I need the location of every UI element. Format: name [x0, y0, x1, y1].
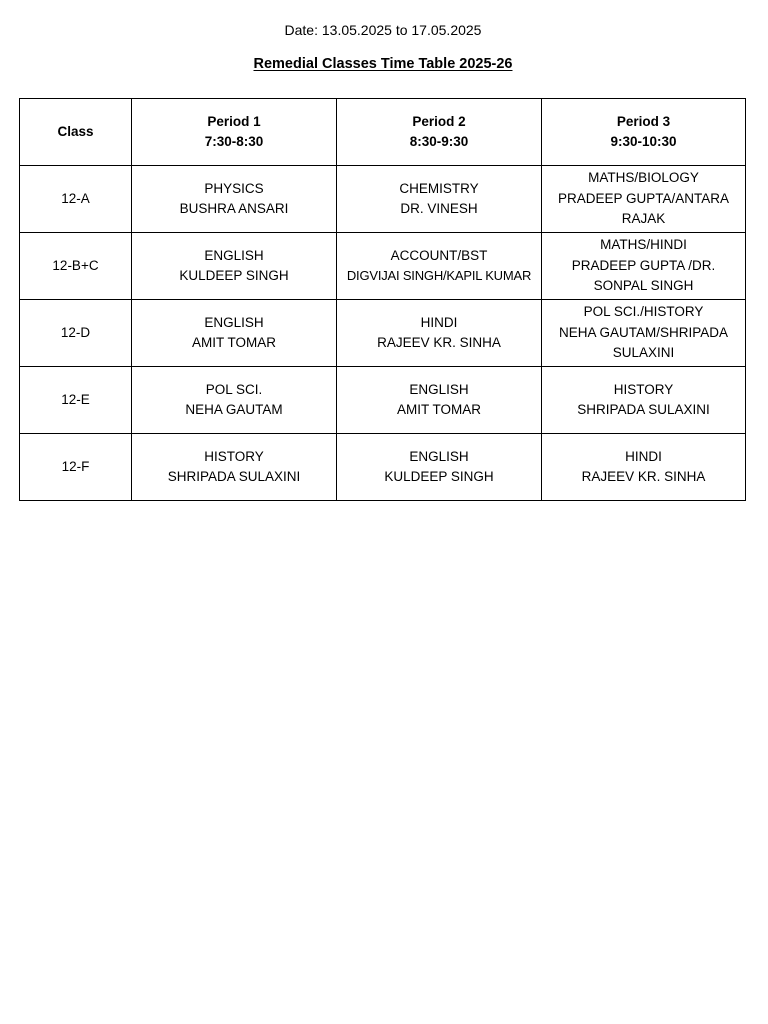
teacher: SHRIPADA SULAXINI — [577, 402, 710, 417]
header-time: 7:30-8:30 — [204, 134, 264, 149]
period-cell — [542, 367, 746, 434]
subject: CHEMISTRY — [399, 180, 479, 196]
subject: MATHS/HINDI — [600, 237, 687, 253]
timetable — [19, 98, 746, 501]
class-cell: 12-E — [20, 367, 132, 434]
teacher: AMIT TOMAR — [396, 402, 481, 417]
period-cell — [337, 233, 542, 300]
subject: POL SCI. — [205, 381, 263, 397]
header-label: Period 1 — [207, 113, 261, 129]
period-cell — [542, 434, 746, 501]
class-cell: 12-A — [20, 166, 132, 233]
period-cell — [542, 300, 746, 367]
header-period-3 — [542, 99, 746, 166]
teacher: RAJEEV KR. SINHA — [581, 469, 706, 484]
teacher: DIGVIJAI SINGH/KAPIL KUMAR — [346, 268, 532, 283]
teacher: RAJEEV KR. SINHA — [377, 335, 501, 350]
period-cell — [132, 233, 337, 300]
subject: HINDI — [625, 448, 662, 464]
period-cell — [542, 233, 746, 300]
subject: ENGLISH — [409, 381, 469, 397]
subject: ACCOUNT/BST — [390, 247, 488, 263]
teacher: BUSHRA ANSARI — [179, 201, 289, 216]
class-cell: 12-F — [20, 434, 132, 501]
header-label: Period 3 — [616, 113, 671, 129]
header-period-1 — [132, 99, 337, 166]
period-cell — [337, 166, 542, 233]
header-label: Period 2 — [412, 113, 466, 129]
teacher: NEHA GAUTAM/SHRIPADA SULAXINI — [558, 324, 729, 361]
subject: PHYSICS — [204, 180, 264, 196]
header-time: 9:30-10:30 — [610, 134, 677, 149]
subject: ENGLISH — [204, 314, 264, 330]
subject: HINDI — [420, 314, 458, 330]
period-cell — [337, 367, 542, 434]
table-row — [20, 166, 746, 233]
teacher: KULDEEP SINGH — [384, 469, 494, 484]
header-period-2 — [337, 99, 542, 166]
teacher: NEHA GAUTAM — [185, 402, 283, 417]
table-row — [20, 300, 746, 367]
subject: HISTORY — [204, 448, 264, 464]
header-label: Class — [57, 123, 94, 139]
teacher: AMIT TOMAR — [191, 335, 276, 350]
period-cell — [132, 300, 337, 367]
subject: ENGLISH — [204, 247, 264, 263]
date-range: Date: 13.05.2025 to 17.05.2025 — [284, 22, 482, 38]
period-cell — [132, 166, 337, 233]
subject: MATHS/BIOLOGY — [588, 170, 699, 186]
class-cell: 12-B+C — [20, 233, 132, 300]
teacher: SHRIPADA SULAXINI — [167, 469, 301, 484]
period-cell — [132, 367, 337, 434]
teacher: PRADEEP GUPTA/ANTARA RAJAK — [557, 190, 730, 227]
period-cell — [542, 166, 746, 233]
period-cell — [337, 434, 542, 501]
teacher: DR. VINESH — [400, 201, 478, 216]
period-cell — [337, 300, 542, 367]
class-cell: 12-D — [20, 300, 132, 367]
table-row — [20, 367, 746, 434]
document-title: Remedial Classes Time Table 2025-26 — [253, 56, 513, 72]
period-cell — [132, 434, 337, 501]
header-time: 8:30-9:30 — [409, 134, 469, 149]
teacher: PRADEEP GUPTA /DR. SONPAL SINGH — [571, 257, 716, 294]
teacher: KULDEEP SINGH — [179, 268, 289, 283]
header-class — [20, 99, 132, 166]
subject: POL SCI./HISTORY — [583, 304, 704, 320]
table-row — [20, 233, 746, 300]
table-row — [20, 434, 746, 501]
subject: HISTORY — [613, 381, 674, 397]
subject: ENGLISH — [409, 448, 469, 464]
header-row — [20, 99, 746, 166]
